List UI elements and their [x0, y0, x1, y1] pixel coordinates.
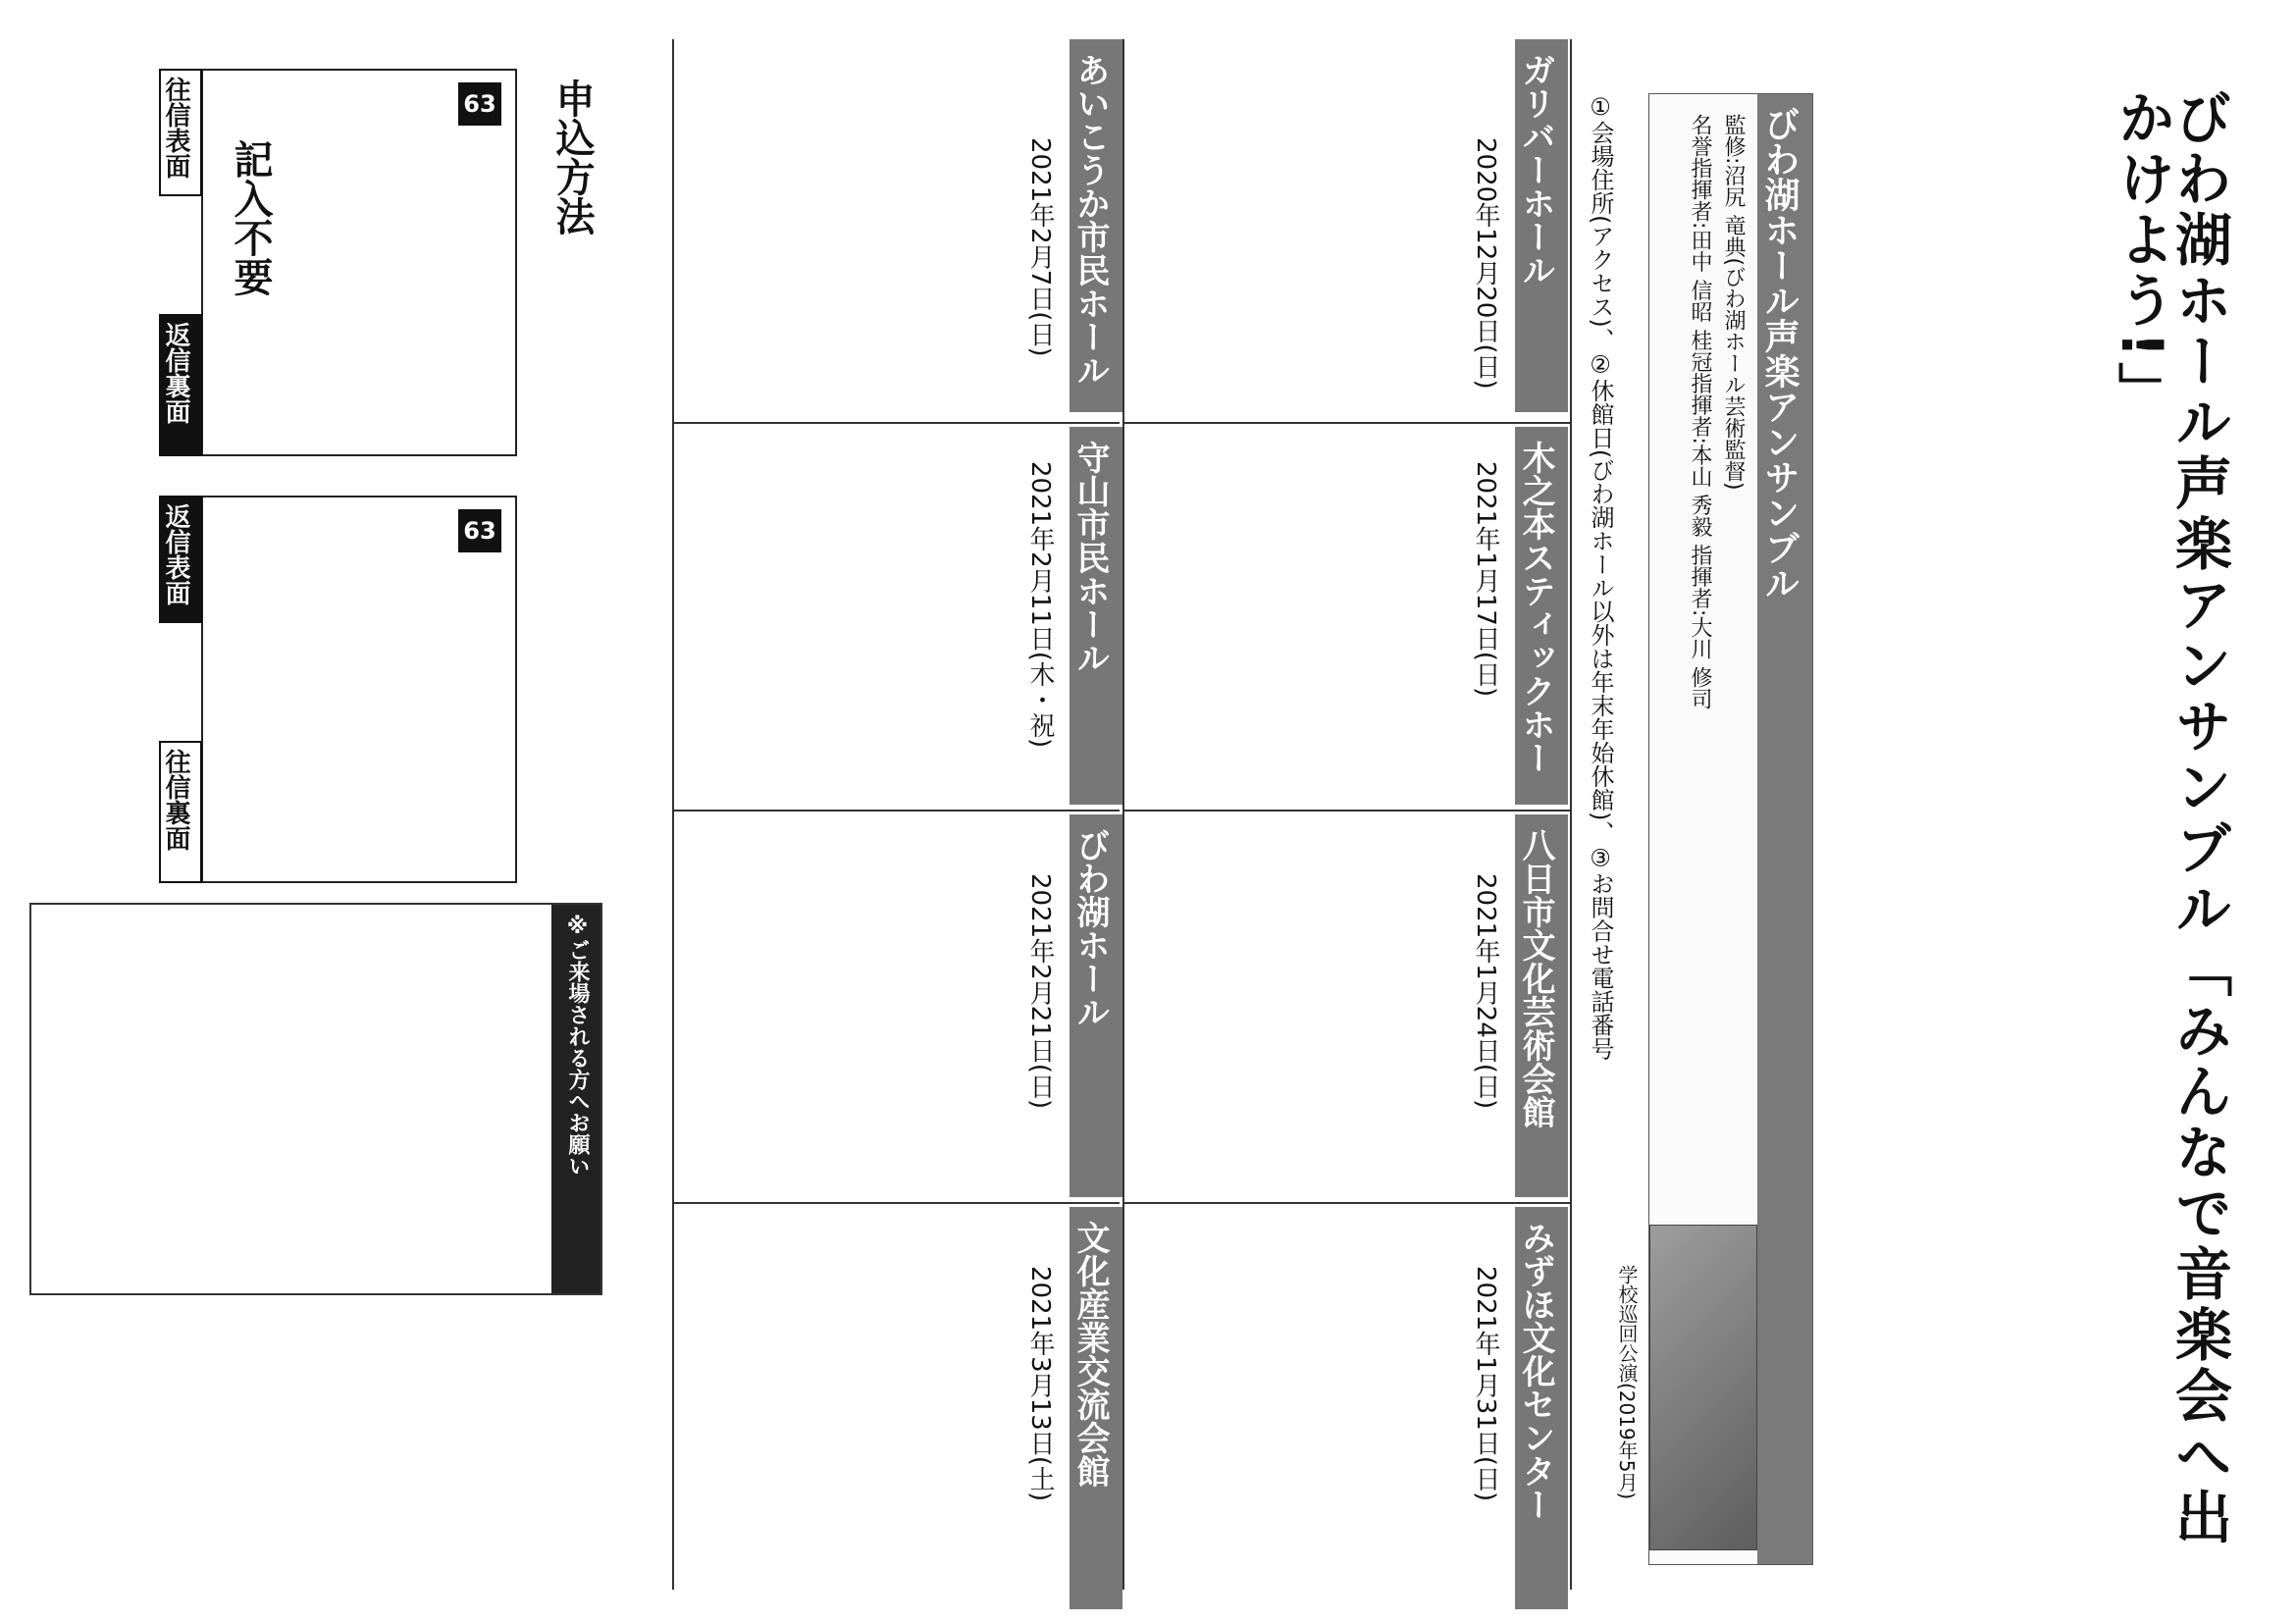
postcard-side-label: 返信表面 — [159, 496, 202, 623]
attendee-notes-box — [29, 903, 602, 1295]
venue-date: 2021年2月21日(日) — [1025, 873, 1055, 1110]
page-title: びわ湖ホール声楽アンサンブル「みんなで音楽会へ出かけよう!」 — [2109, 88, 2232, 1548]
postcard-diagram-2 — [201, 496, 517, 883]
venue-header — [1515, 1207, 1568, 1609]
postage-stamp: 63 — [458, 509, 501, 552]
row-separator — [1122, 810, 1570, 812]
row-separator — [1122, 1202, 1570, 1204]
venue-name: 文化産業交流会館 — [1070, 1221, 1110, 1488]
venue-date: 2021年3月13日(土) — [1025, 1266, 1055, 1502]
venue-header — [1070, 39, 1122, 412]
credit-conductor: 指揮者:大川 修司 — [1688, 544, 1712, 710]
venue-date: 2021年1月24日(日) — [1471, 873, 1500, 1110]
column-separator — [672, 39, 674, 1590]
ensemble-name: びわ湖ホール声楽アンサンブル — [1757, 94, 1812, 1564]
venue-name: 守山市民ホール — [1070, 441, 1110, 674]
venue-name: びわ湖ホール — [1070, 828, 1110, 1028]
venue-header — [1070, 427, 1122, 805]
venue-header — [1070, 814, 1122, 1197]
venue-name: 木之本スティックホール — [1468, 441, 1555, 774]
postage-stamp: 63 — [458, 82, 501, 126]
ensemble-credits — [1683, 114, 1749, 1242]
row-separator — [672, 1202, 1120, 1204]
concert-photo — [1615, 1225, 1757, 1550]
venue-date: 2021年2月7日(日) — [1025, 137, 1055, 357]
credit-supervisor: 監修:沼尻 竜典(びわ湖ホール芸術監督) — [1721, 114, 1746, 491]
venue-header — [1515, 814, 1568, 1197]
postcard-side-label: 返信裏面 — [159, 314, 202, 456]
venue-date: 2021年1月31日(日) — [1471, 1266, 1500, 1502]
venue-name: みずほ文化センター — [1516, 1221, 1555, 1521]
postcard-side-label: 往信裏面 — [159, 741, 202, 883]
apply-title: 申込方法 — [549, 79, 595, 236]
row-separator — [672, 810, 1120, 812]
no-entry-label: 記入不要 — [228, 139, 273, 296]
ensemble-info-box — [1615, 93, 1813, 1565]
postcard-diagram-1 — [201, 69, 517, 456]
venue-date: 2021年2月11日(木・祝) — [1025, 461, 1055, 749]
venue-name: あいこうか市民ホール — [1070, 53, 1110, 387]
venue-name: 八日市文化芸術会館 — [1516, 828, 1555, 1128]
venue-date: 2021年1月17日(日) — [1471, 461, 1500, 698]
credit-honorary-conductor: 名誉指揮者:田中 信昭 — [1688, 114, 1712, 323]
venue-date: 2020年12月20日(日) — [1471, 137, 1500, 390]
postcard-side-label: 往信表面 — [159, 69, 202, 196]
legend-line: ①会場住所(アクセス)、②休館日(びわ湖ホール以外は年末年始休館)、③お問合せ電話番号 — [1587, 93, 1614, 1061]
column-separator — [1122, 39, 1124, 1590]
column-separator — [1570, 39, 1572, 1590]
attendee-notes-heading: ※ご来場される方へお願い — [551, 905, 600, 1293]
venue-name: ガリバーホール — [1516, 53, 1555, 287]
row-separator — [672, 422, 1120, 424]
row-separator — [1122, 422, 1570, 424]
credit-laureate-conductor: 桂冠指揮者:本山 秀毅 — [1688, 329, 1712, 538]
venue-header — [1070, 1207, 1122, 1609]
photo-caption: 学校巡回公演(2019年5月) — [1615, 1265, 1639, 1500]
venue-header — [1515, 39, 1568, 412]
intro-paragraph — [1967, 93, 2134, 1565]
